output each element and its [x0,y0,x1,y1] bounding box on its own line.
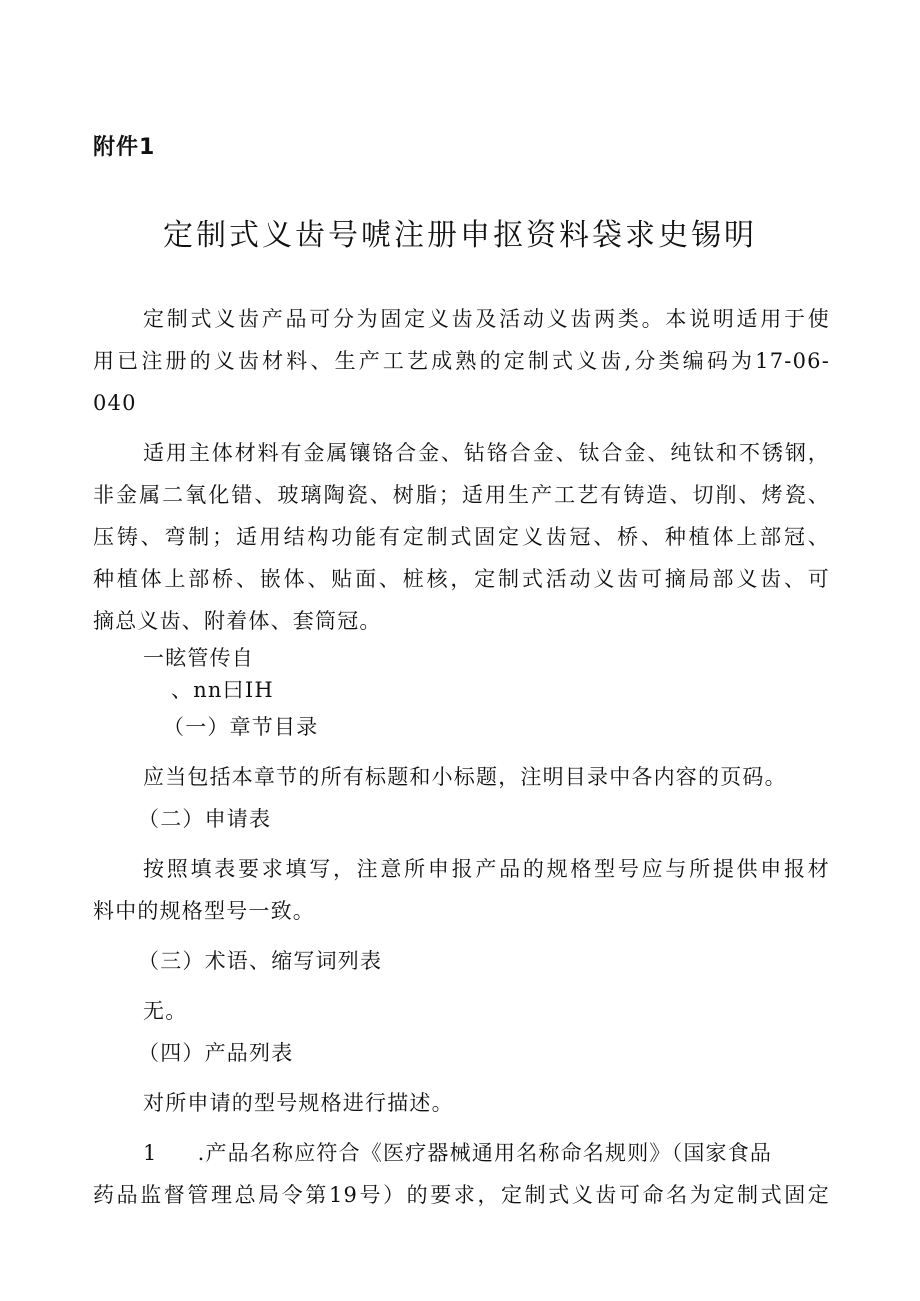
garbled-heading: 一眩管传自 [143,646,254,670]
paragraph-line: 压铸、弯制；适用结构功能有定制式固定义齿冠、桥、种植体上部冠、 [93,525,830,549]
paragraph-line: 按照填表要求填写，注意所申报产品的规格型号应与所提供申报材 [143,857,830,881]
paragraph-line: 药品监督管理总局令第19号）的要求，定制式义齿可命名为定制式固定 [93,1183,830,1207]
paragraph-line: 定制式义齿产品可分为固定义齿及活动义齿两类。本说明适用于使 [143,307,830,331]
document-title: 定制式义齿号唬注册申抠资料袋求史锡明 [163,218,757,253]
paragraph-line: 种植体上部桥、嵌体、贴面、桩核，定制式活动义齿可摘局部义齿、可 [93,567,830,591]
numbered-paragraph-line [93,1132,830,1174]
item-number: 1 [143,1141,158,1165]
section-heading-terms: （三）术语、缩写词列表 [138,949,383,973]
paragraph-line: 用已注册的义齿材料、生产工艺成熟的定制式义齿,分类编码为17-06- [93,349,830,373]
paragraph-line: 无。 [143,999,188,1023]
paragraph-line: 对所申请的型号规格进行描述。 [143,1091,454,1115]
attachment-label: 附件1 [93,135,156,160]
document-body [93,298,830,1216]
paragraph-line: 适用主体材料有金属镶铬合金、钻铬合金、钛合金、纯钛和不锈钢， [143,441,830,465]
garbled-heading: 、nn曰IH [171,678,274,702]
item-text: .产品名称应符合《医疗器械通用名称命名规则》（国家食品 [197,1141,773,1165]
section-heading-application-form: （二）申请表 [138,807,272,831]
paragraph-line: 非金属二氧化错、玻璃陶瓷、树脂；适用生产工艺有铸造、切削、烤瓷、 [93,483,830,507]
paragraph-line: 料中的规格型号一致。 [93,899,315,923]
paragraph-line: 应当包括本章节的所有标题和小标题，注明目录中各内容的页码。 [143,765,787,789]
paragraph-line: 040 [93,391,137,415]
section-heading-product-list: （四）产品列表 [138,1041,294,1065]
section-heading-toc: （一）章节目录 [163,715,319,739]
paragraph-line: 摘总义齿、附着体、套筒冠。 [93,609,382,633]
